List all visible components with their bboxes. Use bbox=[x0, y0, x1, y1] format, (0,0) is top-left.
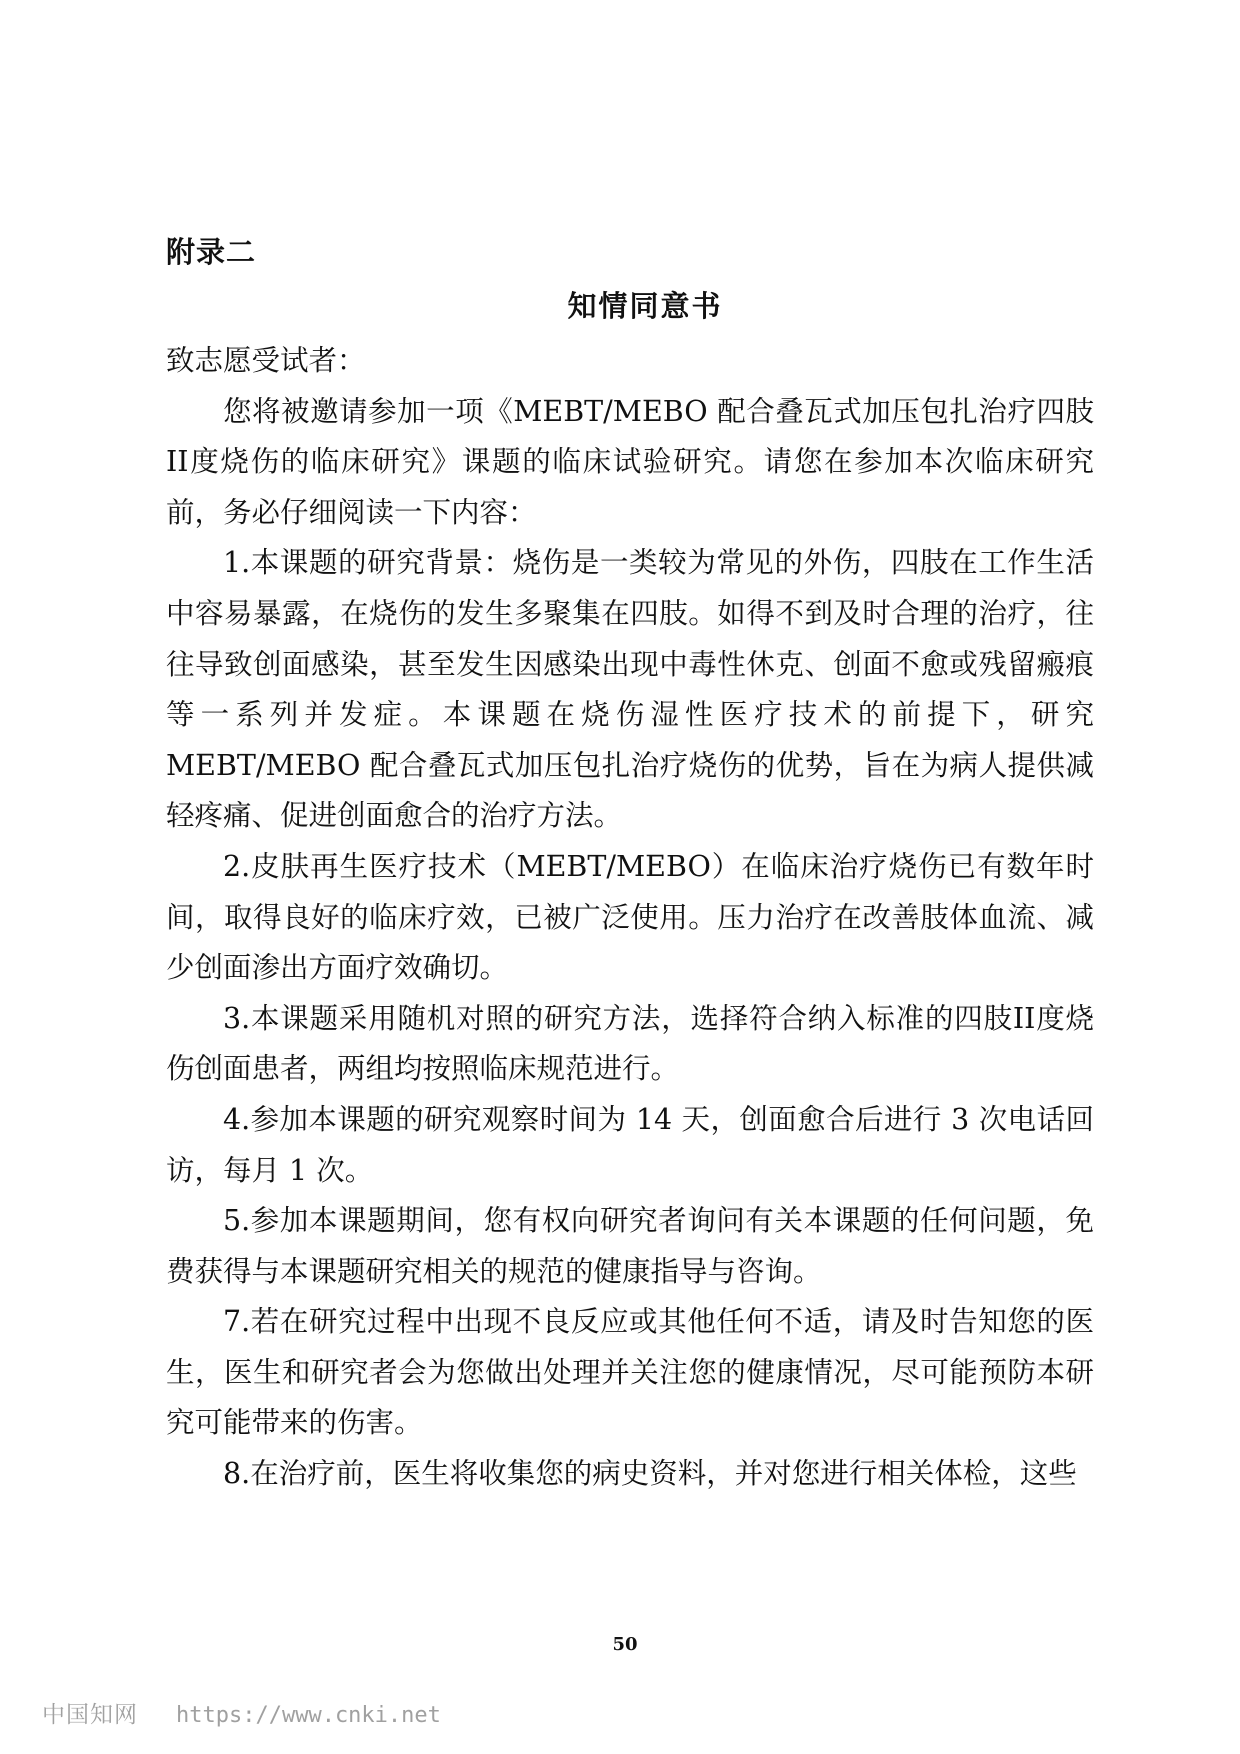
paragraph-item-1: 1.本课题的研究背景：烧伤是一类较为常见的外伤，四肢在工作生活中容易暴露，在烧伤的发生多聚集在四肢。如得不到及时合理的治疗，往往导致创面感染，甚至发生因感染出现中毒性休克、创面不愈或残留瘢痕等一系列并发症。本课题在烧伤湿性医疗技术的前提下，研究MEBT/MEBO 配合叠瓦式加压包扎治疗烧伤的优势，旨在为病人提供减轻疼痛、促进创面愈合的治疗方法。 bbox=[166, 546, 1094, 833]
paragraph-item-3: 3.本课题采用随机对照的研究方法，选择符合纳入标准的四肢II度烧伤创面患者，两组均按照临床规范进行。 bbox=[166, 1001, 1094, 1086]
paragraph-item-2: 2.皮肤再生医疗技术（MEBT/MEBO）在临床治疗烧伤已有数年时间，取得良好的临床疗效，已被广泛使用。压力治疗在改善肢体血流、减少创面渗出方面疗效确切。 bbox=[166, 849, 1094, 985]
page-number: 50 bbox=[612, 1634, 638, 1655]
document-title: 知情同意书 bbox=[567, 289, 723, 323]
paragraph-item-8: 8.在治疗前，医生将收集您的病史资料，并对您进行相关体检，这些 bbox=[223, 1457, 1077, 1491]
appendix-label: 附录二 bbox=[166, 235, 257, 269]
paragraph-item-5: 5.参加本课题期间，您有权向研究者询问有关本课题的任何问题，免费获得与本课题研究相关的规范的健康指导与咨询。 bbox=[166, 1204, 1094, 1288]
paragraph-intro: 您将被邀请参加一项《MEBT/MEBO 配合叠瓦式加压包扎治疗四肢II度烧伤的临床研究》课题的临床试验研究。请您在参加本次临床研究前，务必仔细阅读一下内容： bbox=[166, 394, 1094, 529]
cnki-watermark bbox=[42, 1696, 441, 1729]
salutation: 致志愿受试者： bbox=[166, 344, 366, 377]
paragraph-item-4: 4.参加本课题的研究观察时间为 14 天，创面愈合后进行 3 次电话回访，每月 1 次。 bbox=[166, 1102, 1094, 1187]
paragraph-item-7: 7.若在研究过程中出现不良反应或其他任何不适，请及时告知您的医生，医生和研究者会为您做出处理并关注您的健康情况，尽可能预防本研究可能带来的伤害。 bbox=[166, 1305, 1094, 1440]
watermark-site-name: 中国知网 bbox=[42, 1702, 138, 1728]
watermark-url: https://www.cnki.net bbox=[176, 1703, 441, 1728]
document-body bbox=[166, 336, 1094, 1500]
